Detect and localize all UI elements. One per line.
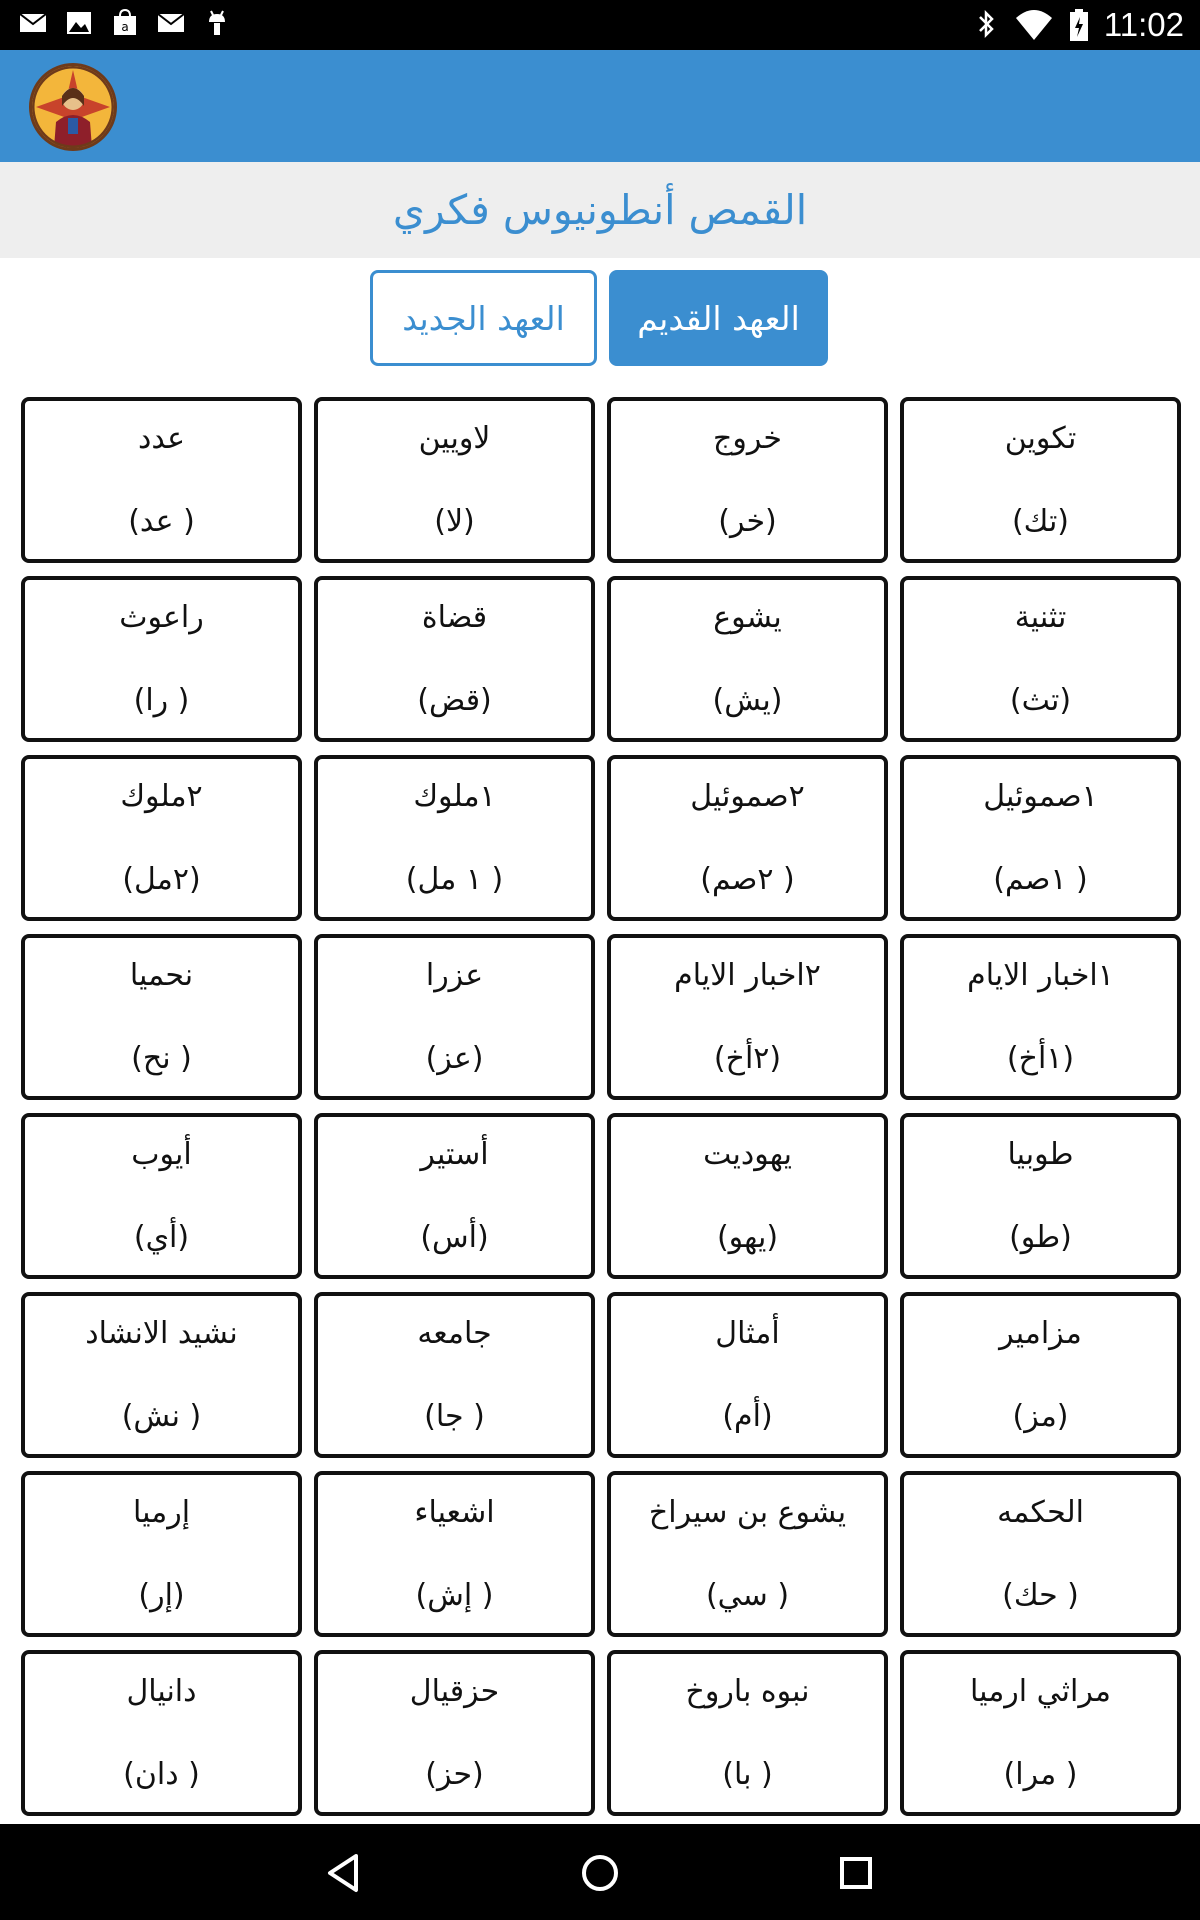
book-tile[interactable] [900, 755, 1181, 921]
status-time: 11:02 [1103, 6, 1184, 43]
book-abbreviation: (خر) [718, 504, 777, 539]
book-name: مزامير [999, 1316, 1082, 1351]
battery-icon [1068, 8, 1090, 42]
book-abbreviation: ( دان) [123, 1757, 200, 1792]
book-name: قضاة [421, 600, 488, 635]
book-tile[interactable] [314, 1113, 595, 1279]
system-status [972, 6, 1184, 44]
book-name: أيوب [131, 1137, 192, 1172]
book-tile[interactable] [21, 1113, 302, 1279]
store-icon [110, 8, 140, 38]
book-abbreviation: (حز) [425, 1757, 484, 1792]
author-header [0, 162, 1200, 258]
book-name: راعوث [119, 600, 204, 635]
book-tile[interactable] [900, 934, 1181, 1100]
book-name: يهوديت [703, 1137, 792, 1172]
book-tile[interactable] [900, 1650, 1181, 1816]
book-tile[interactable] [607, 755, 888, 921]
book-abbreviation: ( ٢صم) [700, 862, 795, 897]
image-icon [64, 8, 94, 38]
book-abbreviation: (مز) [1012, 1399, 1069, 1434]
book-abbreviation: ( ١ مل) [405, 862, 504, 897]
book-abbreviation: (إر) [138, 1578, 185, 1613]
book-abbreviation: (٢مل) [122, 862, 201, 897]
book-name: لاويين [418, 421, 491, 456]
book-abbreviation: (٢أخ) [713, 1041, 782, 1076]
book-name: مراثي ارميا [970, 1674, 1111, 1709]
testament-tabs [0, 270, 1200, 366]
book-name: الحكمه [997, 1495, 1084, 1530]
book-tile[interactable] [21, 1471, 302, 1637]
book-name: جامعه [417, 1316, 492, 1351]
book-tile[interactable] [21, 1650, 302, 1816]
book-tile[interactable] [607, 397, 888, 563]
book-tile[interactable] [21, 397, 302, 563]
book-tile[interactable] [900, 1113, 1181, 1279]
book-name: ١اخبار الايام [967, 958, 1114, 993]
status-bar [0, 0, 1200, 50]
book-tile[interactable] [900, 576, 1181, 742]
mail-icon [18, 8, 48, 38]
android-icon [202, 8, 232, 38]
book-tile[interactable] [607, 934, 888, 1100]
svg-text:a: a [121, 20, 129, 34]
book-tile[interactable] [607, 1292, 888, 1458]
book-name: ٢اخبار الايام [674, 958, 821, 993]
book-abbreviation: ( را) [133, 683, 190, 718]
book-tile[interactable] [314, 934, 595, 1100]
book-name: نشيد الانشاد [85, 1316, 238, 1351]
book-abbreviation: ( عد) [128, 504, 195, 539]
book-name: تكوين [1004, 421, 1077, 456]
book-tile[interactable] [607, 1471, 888, 1637]
book-tile[interactable] [607, 1113, 888, 1279]
book-name: إرميا [132, 1495, 191, 1530]
app-bar [0, 50, 1200, 162]
book-name: طوبيا [1007, 1137, 1074, 1172]
book-name: اشعياء [414, 1495, 495, 1530]
book-abbreviation: ( حك) [1002, 1578, 1079, 1613]
book-tile[interactable] [21, 934, 302, 1100]
book-tile[interactable] [21, 576, 302, 742]
book-name: ٢صموئيل [690, 779, 805, 814]
book-abbreviation: (عز) [425, 1041, 484, 1076]
book-abbreviation: (١أخ) [1006, 1041, 1075, 1076]
book-name: ١صموئيل [983, 779, 1098, 814]
book-name: ٢ملوك [120, 779, 203, 814]
book-tile[interactable] [314, 397, 595, 563]
icon-logo[interactable] [29, 63, 117, 151]
book-name: ١ملوك [413, 779, 496, 814]
book-name: حزقيال [409, 1674, 500, 1709]
page-title: القمص أنطونيوس فكري [392, 186, 808, 234]
book-abbreviation: (يهو) [716, 1220, 779, 1255]
book-tile[interactable] [607, 1650, 888, 1816]
tab-old-testament[interactable]: العهد القديم [609, 270, 828, 366]
book-name: نحميا [129, 958, 194, 993]
book-abbreviation: (تك) [1011, 504, 1070, 539]
book-abbreviation: ( إش) [415, 1578, 494, 1613]
book-tile[interactable] [314, 755, 595, 921]
book-abbreviation: ( نش) [121, 1399, 202, 1434]
book-abbreviation: (لا) [434, 504, 475, 539]
book-name: عدد [137, 421, 185, 456]
book-abbreviation: ( سي) [705, 1578, 790, 1613]
home-icon[interactable] [575, 1848, 625, 1898]
book-name: عزرا [425, 958, 484, 993]
book-name: تثنية [1014, 600, 1067, 635]
book-abbreviation: ( ١صم) [993, 862, 1088, 897]
book-name: يشوع [713, 600, 782, 635]
book-abbreviation: (طو) [1009, 1220, 1072, 1255]
book-name: أمثال [715, 1316, 780, 1351]
book-name: يشوع بن سيراخ [648, 1495, 847, 1530]
book-abbreviation: ( مرا) [1003, 1757, 1078, 1792]
book-name: أستير [420, 1137, 489, 1172]
wifi-icon [1014, 8, 1054, 42]
mail-icon [156, 8, 186, 38]
recents-icon[interactable] [831, 1848, 881, 1898]
book-tile[interactable] [314, 1650, 595, 1816]
book-name: دانيال [126, 1674, 197, 1709]
book-abbreviation: ( جا) [424, 1399, 485, 1434]
book-abbreviation: (يش) [712, 683, 783, 718]
book-abbreviation: (أم) [722, 1399, 773, 1434]
book-tile[interactable] [900, 1471, 1181, 1637]
tab-new-testament[interactable]: العهد الجديد [370, 270, 597, 366]
book-tile[interactable] [314, 1292, 595, 1458]
book-tile[interactable] [21, 1292, 302, 1458]
book-tile[interactable] [900, 1292, 1181, 1458]
notification-icons [18, 8, 232, 38]
book-tile[interactable] [314, 576, 595, 742]
book-name: نبوه باروخ [685, 1674, 810, 1709]
book-abbreviation: (تث) [1009, 683, 1072, 718]
book-tile[interactable] [607, 576, 888, 742]
book-name: خروج [713, 421, 782, 456]
book-tile[interactable] [900, 397, 1181, 563]
book-abbreviation: (قض) [417, 683, 492, 718]
bluetooth-icon [972, 8, 1000, 42]
nav-bar [0, 1824, 1200, 1920]
book-tile[interactable] [314, 1471, 595, 1637]
book-abbreviation: ( نح) [131, 1041, 192, 1076]
book-abbreviation: (أس) [420, 1220, 489, 1255]
books-grid [19, 397, 1181, 1816]
book-abbreviation: ( با) [722, 1757, 773, 1792]
back-icon[interactable] [318, 1848, 368, 1898]
book-tile[interactable] [21, 755, 302, 921]
book-abbreviation: (أي) [133, 1220, 190, 1255]
